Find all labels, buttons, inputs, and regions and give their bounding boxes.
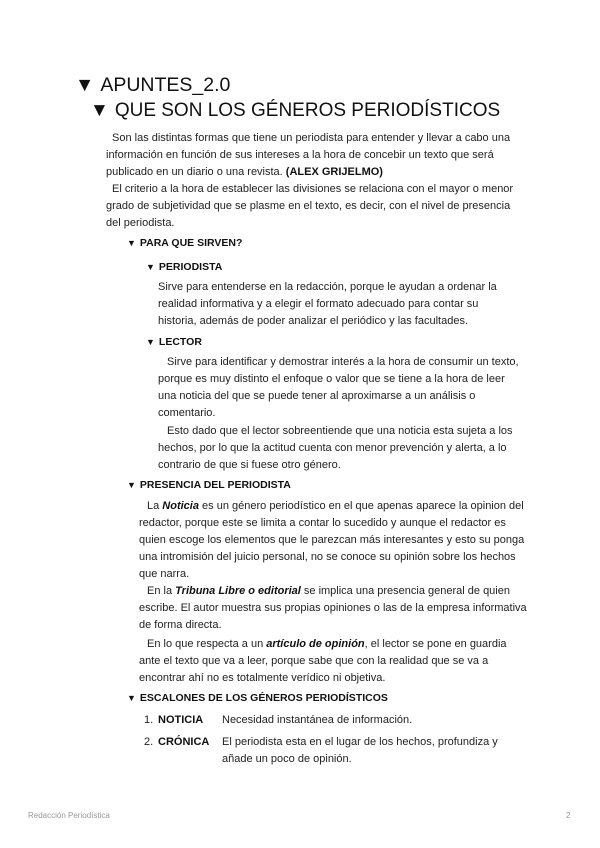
heading-escalones-text: ESCALONES DE LOS GÉNEROS PERIODÍSTICOS (139, 692, 388, 704)
heading-presencia[interactable] (127, 479, 291, 491)
presencia-p3-em: artículo de opinión (266, 638, 365, 650)
toggle-triangle-icon[interactable]: ▼ (75, 74, 95, 96)
toggle-triangle-icon[interactable]: ▼ (127, 480, 136, 490)
presencia-p1-pre: La (147, 500, 163, 512)
presencia-p2-post: se implica una presencia general de quien escribe. El autor muestra sus propias opiniones o las de la empresa informativa de forma directa. (139, 585, 527, 631)
toggle-triangle-icon[interactable]: ▼ (90, 100, 109, 121)
heading-periodista[interactable] (146, 261, 222, 273)
heading-lector-text: LECTOR (158, 336, 202, 348)
list-item-term: NOTICIA (158, 714, 204, 726)
criterio-paragraph: El criterio a la hora de establecer las divisiones se relaciona con el mayor o menor grado de subjetividad que se plasme en el texto, es decir, con el nivel de presencia del periodista. (106, 183, 514, 229)
heading-lector[interactable] (146, 336, 202, 348)
intro-text: Son las distintas formas que tiene un periodista para entender y llevar a cabo una información en función de sus intereses a la hora de concebir un texto que será publicado en un diario o una revista. (106, 132, 511, 178)
presencia-p3-post: , el lector se pone en guardia ante el texto que va a leer, porque sabe que con la realidad que se va a encontrar ahí no es totalmente verídico ni objetiva. (139, 638, 507, 684)
presencia-paragraph-2 (139, 583, 527, 634)
footer-title: Redacción Periodística (28, 811, 110, 820)
toggle-triangle-icon[interactable]: ▼ (146, 262, 155, 272)
list-item-desc: El periodista esta en el lugar de los hechos, profundiza y añade un poco de opinión. (222, 736, 498, 765)
presencia-p2-pre: En la (147, 585, 176, 597)
periodista-paragraph: Sirve para entenderse en la redacción, porque le ayudan a ordenar la realidad informativa y a elegir el formato adecuado para contar su historia, además de poder analizar el periódico y las facultades. (158, 281, 497, 327)
heading-para-que-sirven[interactable] (127, 237, 242, 249)
heading-periodista-text: PERIODISTA (158, 261, 223, 273)
heading-apuntes-text: APUNTES_2.0 (100, 74, 231, 96)
footer-page-number: 2 (566, 811, 571, 820)
toggle-triangle-icon[interactable]: ▼ (127, 693, 136, 703)
heading-presencia-text: PRESENCIA DEL PERIODISTA (139, 479, 291, 491)
intro-paragraph (106, 130, 526, 181)
intro-author: (ALEX GRIJELMO) (285, 166, 383, 178)
toggle-triangle-icon[interactable]: ▼ (146, 337, 155, 347)
presencia-p1-em: Noticia (162, 500, 199, 512)
presencia-p1-post: es un género periodístico en el que apenas aparece la opinion del redactor, porque este se limita a contar lo sucedido y aunque el redactor es quien escoge los elementos que le parezcan más interesantes y esto su ponga una intromisión del juicio personal, no se conoce su opinión sobre los hechos que narra. (139, 500, 525, 580)
list-item (144, 712, 524, 730)
presencia-p3-pre: En lo que respecta a un (147, 638, 267, 650)
list-item-number: 2. (144, 736, 154, 748)
heading-generos[interactable] (90, 100, 500, 122)
heading-para-que-sirven-text: PARA QUE SIRVEN? (139, 237, 243, 249)
list-item-number: 1. (144, 714, 154, 726)
heading-apuntes[interactable] (75, 74, 230, 97)
heading-generos-text: QUE SON LOS GÉNEROS PERIODÍSTICOS (114, 100, 501, 121)
toggle-triangle-icon[interactable]: ▼ (127, 238, 136, 248)
presencia-paragraph-3 (139, 636, 527, 687)
list-item-term: CRÓNICA (158, 736, 210, 748)
heading-escalones[interactable] (127, 692, 388, 704)
presencia-paragraph-1 (139, 498, 527, 583)
lector-paragraph-1: Sirve para identificar y demostrar interés a la hora de consumir un texto, porque es muy distinto el enfoque o valor que se tiene a la hora de leer una noticia del que se puede tener al aproximarse a un análisis o comentario. (158, 356, 519, 419)
list-item-desc: Necesidad instantánea de información. (222, 714, 413, 726)
lector-paragraph-2: Esto dado que el lector sobreentiende que una noticia esta sujeta a los hechos, por lo que la actitud cuenta con menor prevención y alerta, a lo contrario de que si fuese otro género. (158, 425, 513, 471)
list-item (144, 734, 524, 770)
presencia-p2-em: Tribuna Libre o editorial (175, 585, 301, 597)
